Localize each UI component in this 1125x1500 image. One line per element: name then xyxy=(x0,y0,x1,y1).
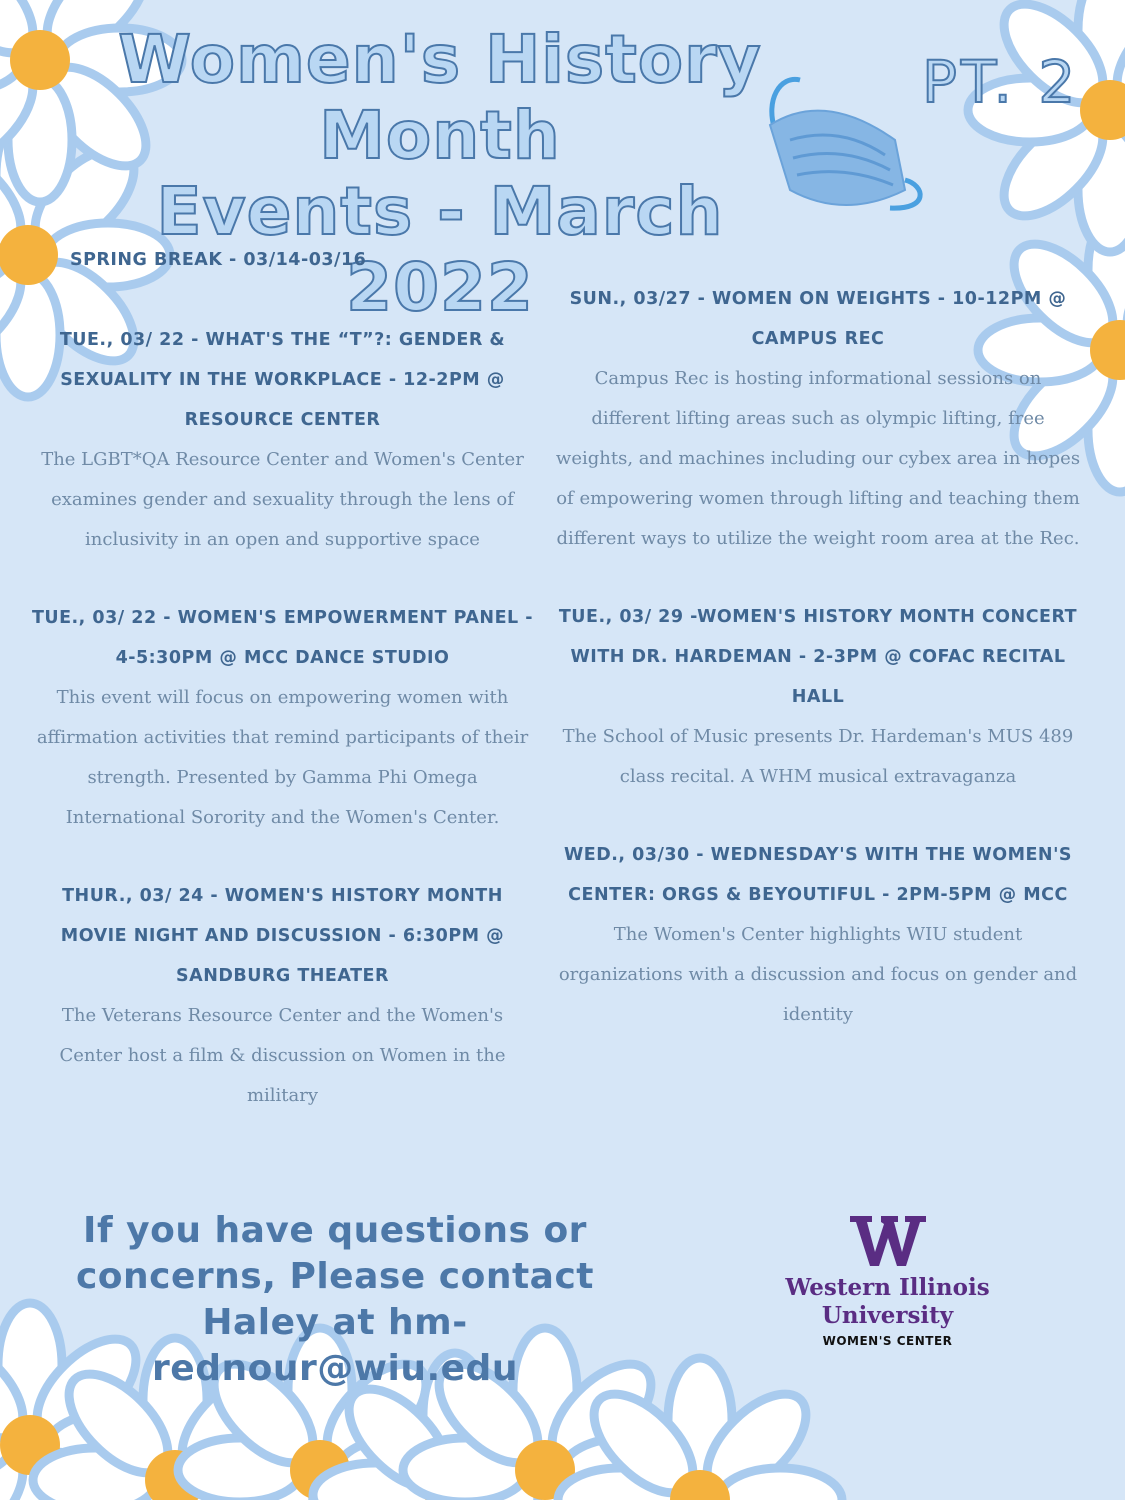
logo-line-2: University xyxy=(821,1302,954,1329)
event-description: The Veterans Resource Center and the Women's Center host a film & discussion on Women in the military xyxy=(59,1005,506,1106)
title-line-2: Events - March 2022 xyxy=(156,173,724,326)
event-item xyxy=(553,597,1083,797)
event-heading: TUE., 03/ 22 - WHAT'S THE “T”?: GENDER & SEXUALITY IN THE WORKPLACE - 12-2PM @ RESOURCE CENTER xyxy=(59,330,506,430)
event-item xyxy=(30,876,535,1116)
left-events-column xyxy=(30,240,535,1154)
contact-message: If you have questions or concerns, Please contact Haley at hm-rednour@wiu.edu xyxy=(75,1210,595,1389)
part-label: PT. 2 xyxy=(922,48,1080,116)
event-heading: THUR., 03/ 24 - WOMEN'S HISTORY MONTH MOVIE NIGHT AND DISCUSSION - 6:30PM @ SANDBURG THEATER xyxy=(60,886,505,986)
wiu-w-logo-icon xyxy=(848,1212,928,1270)
event-item xyxy=(30,598,535,838)
event-item xyxy=(553,835,1083,1035)
event-heading: SUN., 03/27 - WOMEN ON WEIGHTS - 10-12PM @ CAMPUS REC xyxy=(569,289,1067,349)
spring-break-notice: SPRING BREAK - 03/14-03/16 xyxy=(70,250,367,270)
event-description: The School of Music presents Dr. Hardeman's MUS 489 class recital. A WHM musical extravaganza xyxy=(562,726,1074,787)
right-events-column xyxy=(553,279,1083,1073)
wiu-womens-center-logo xyxy=(770,1212,1005,1352)
logo-line-3: WOMEN'S CENTER xyxy=(822,1334,953,1348)
daisy-top-right-icon xyxy=(968,0,1125,252)
event-heading: TUE., 03/ 22 - WOMEN'S EMPOWERMENT PANEL - 4-5:30PM @ MCC DANCE STUDIO xyxy=(31,608,534,668)
event-description: This event will focus on empowering women with affirmation activities that remind participants of their strength. Presented by Gamma Phi Omega International Sorority and the Women's Center. xyxy=(36,687,529,828)
event-description: The LGBT*QA Resource Center and Women's Center examines gender and sexuality through the lens of inclusivity in an open and supportive space xyxy=(41,449,524,550)
face-mask-icon xyxy=(755,70,925,220)
event-description: Campus Rec is hosting informational sessions on different lifting areas such as olympic lifting, free weights, and machines including our cybex area in hopes of empowering women through lifting and teaching them different ways to utilize the weight room area at the Rec. xyxy=(555,368,1081,549)
event-description: The Women's Center highlights WIU student organizations with a discussion and focus on gender and identity xyxy=(558,924,1078,1025)
event-item xyxy=(30,320,535,560)
title-line-1: Women's History Month xyxy=(118,21,762,174)
event-heading: TUE., 03/ 29 -WOMEN'S HISTORY MONTH CONCERT WITH DR. HARDEMAN - 2-3PM @ COFAC RECITAL HALL xyxy=(558,607,1078,707)
logo-line-1: Western Illinois xyxy=(785,1274,990,1301)
event-item xyxy=(553,279,1083,559)
event-heading: WED., 03/30 - WEDNESDAY'S WITH THE WOMEN'S CENTER: ORGS & BEYOUTIFUL - 2PM-5PM @ MCC xyxy=(563,845,1073,905)
